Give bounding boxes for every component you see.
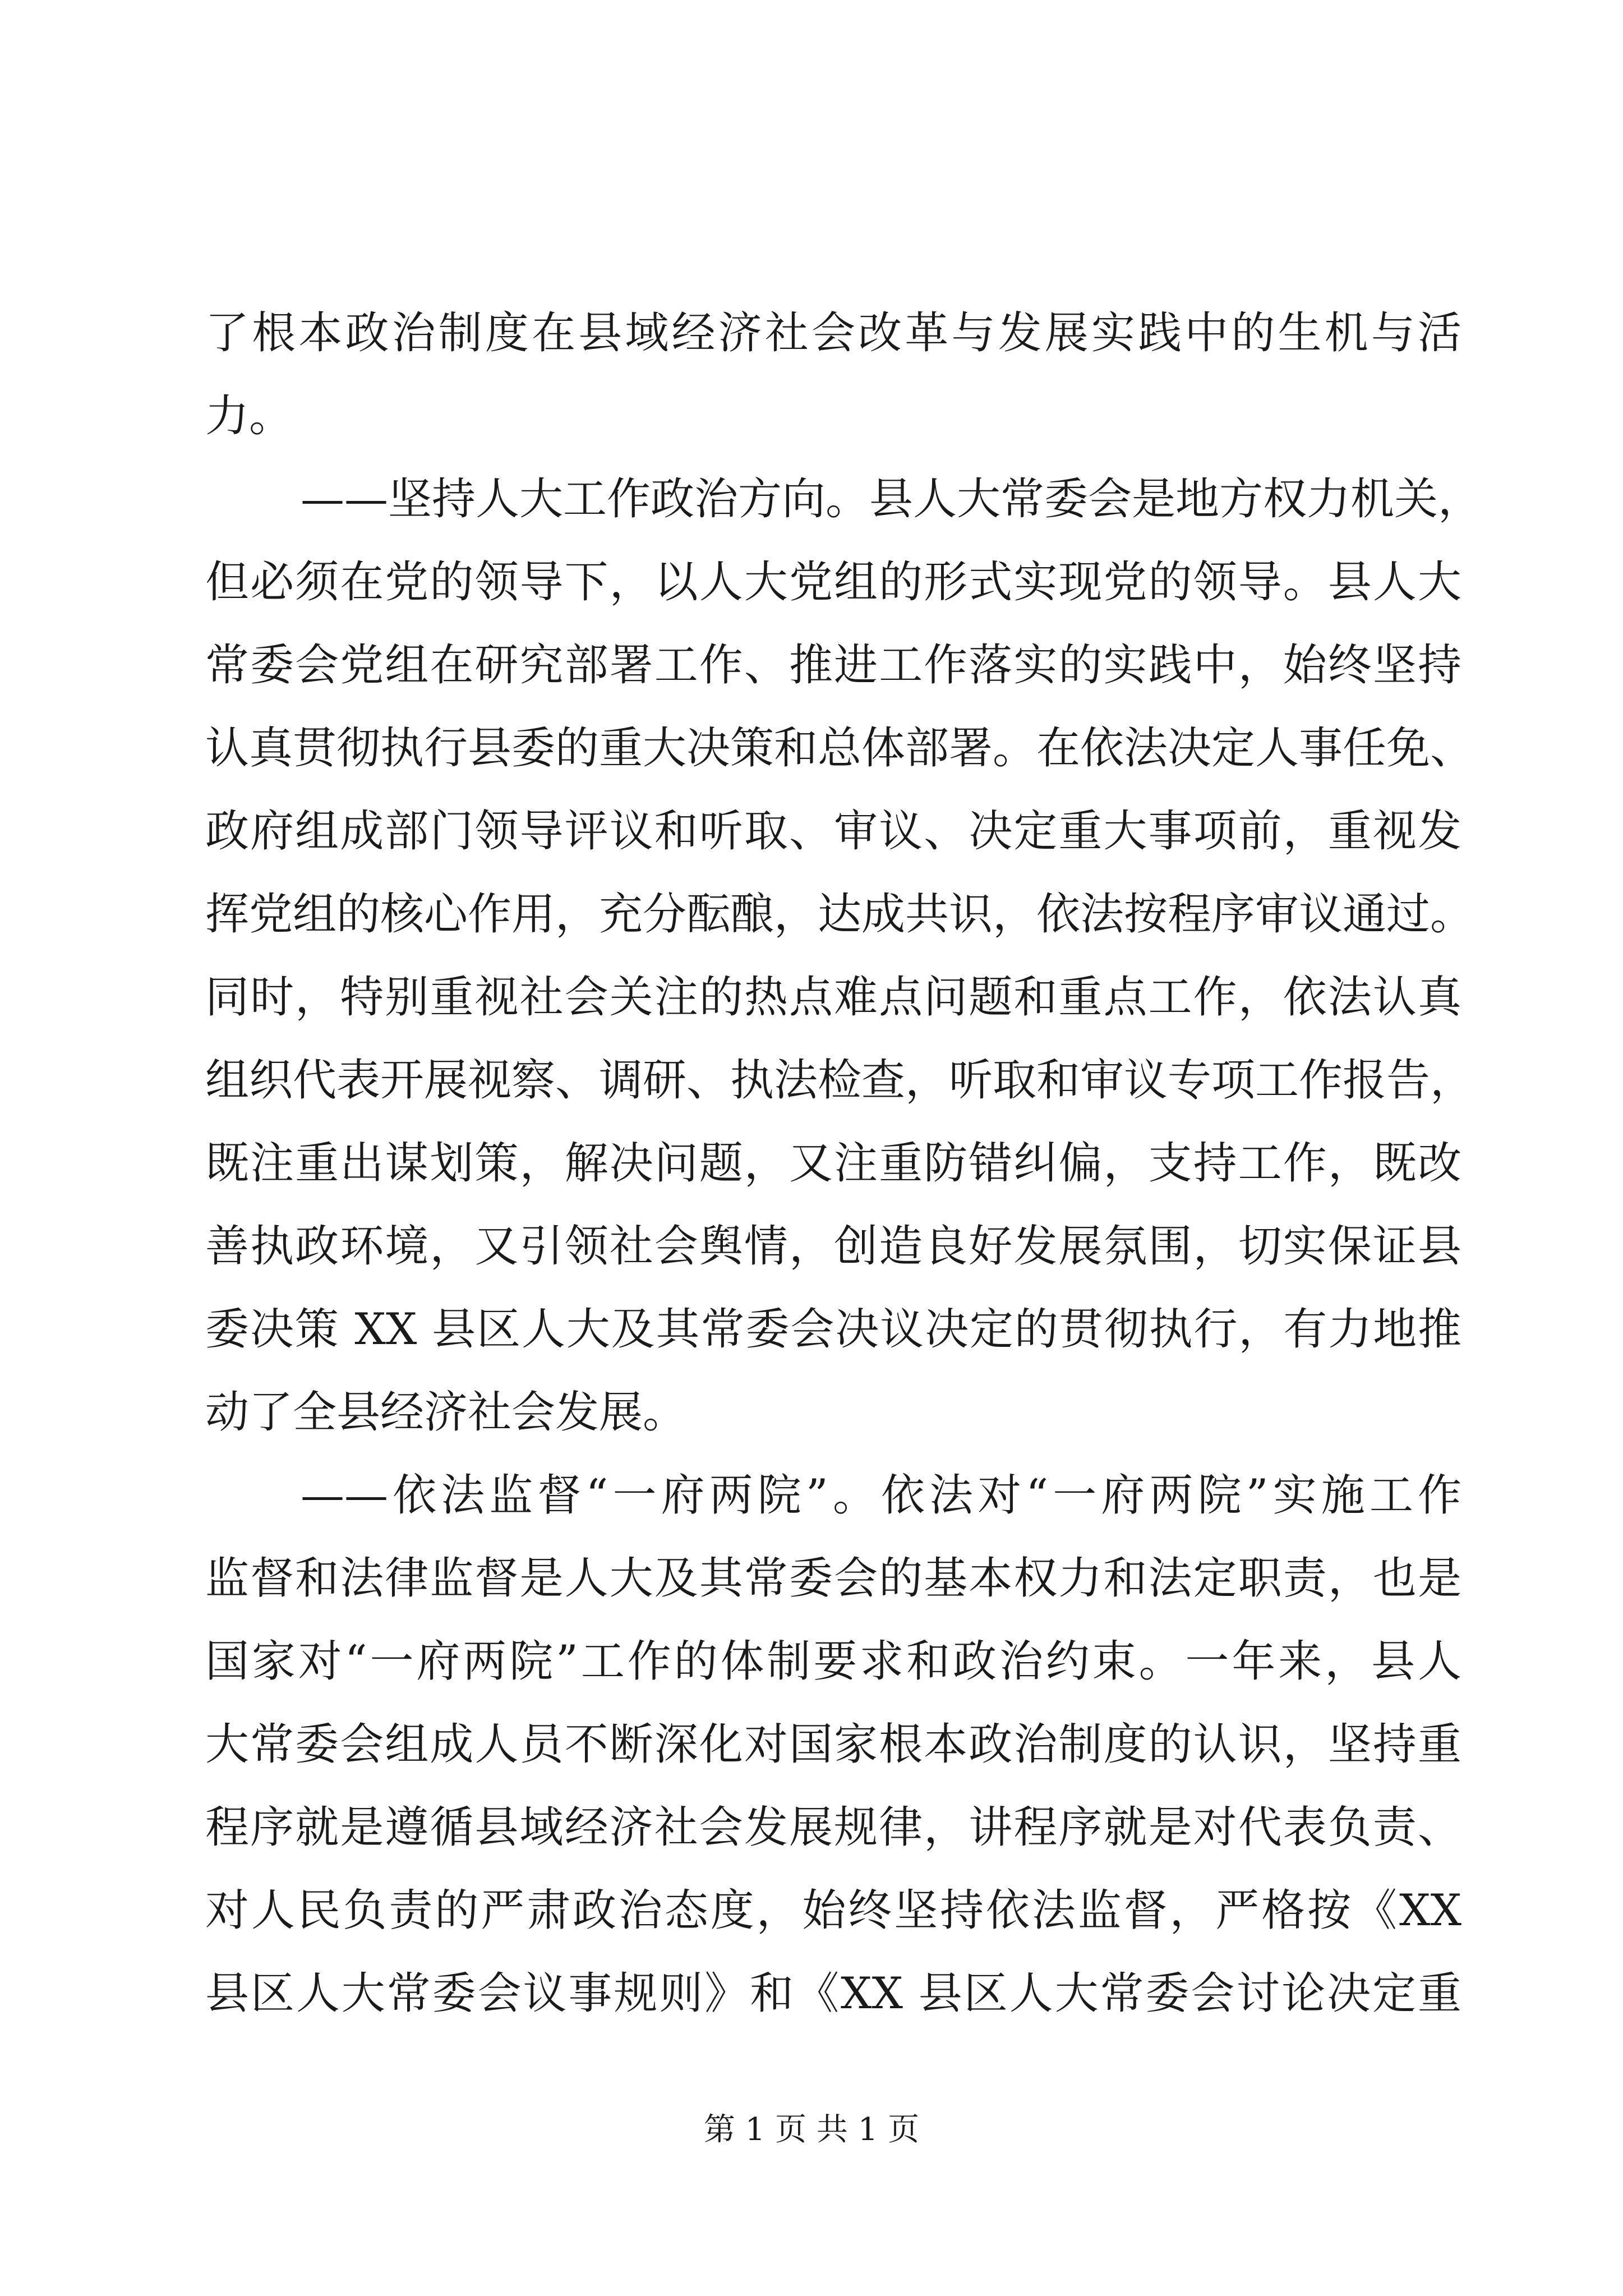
text-line: 力。 [205, 391, 293, 441]
text-line: 大常委会组成人员不断深化对国家根本政治制度的认识，坚持重 [205, 1719, 1461, 1770]
text-line: 挥党组的核心作用，充分酝酿，达成共识，依法按程序审议通过。 [205, 889, 1474, 940]
body-text [205, 292, 1482, 2035]
text-line: ——依法监督“一府两院”。依法对“一府两院”实施工作 [301, 1470, 1461, 1521]
text-line: 了根本政治制度在县域经济社会改革与发展实践中的生机与活 [205, 308, 1461, 358]
text-line: 程序就是遵循县域经济社会发展规律，讲程序就是对代表负责、 [205, 1802, 1461, 1853]
text-line: 善执政环境，又引领社会舆情，创造良好发展氛围，切实保证县 [205, 1221, 1461, 1272]
text-line: ——坚持人大工作政治方向。县人大常委会是地方权力机关， [301, 474, 1482, 524]
text-line: 政府组成部门领导评议和听取、审议、决定重大事项前，重视发 [205, 806, 1461, 857]
text-line: 国家对“一府两院”工作的体制要求和政治约束。一年来，县人 [205, 1636, 1461, 1687]
text-line: 对人民负责的严肃政治态度，始终坚持依法监督，严格按《XX [205, 1885, 1461, 1936]
text-line: 但必须在党的领导下，以人大党组的形式实现党的领导。县人大 [205, 557, 1461, 608]
text-line: 县区人大常委会议事规则》和《XX 县区人大常委会讨论决定重 [205, 1968, 1461, 2019]
text-line: 既注重出谋划策，解决问题，又注重防错纠偏，支持工作，既改 [205, 1138, 1461, 1189]
page-number-footer: 第 1 页 共 1 页 [703, 2111, 920, 2148]
text-line: 动了全县经济社会发展。 [205, 1387, 687, 1438]
text-line: 同时，特别重视社会关注的热点难点问题和重点工作，依法认真 [205, 972, 1461, 1023]
text-line: 监督和法律监督是人大及其常委会的基本权力和法定职责，也是 [205, 1553, 1461, 1604]
text-line: 组织代表开展视察、调研、执法检查，听取和审议专项工作报告， [205, 1055, 1474, 1106]
text-line: 常委会党组在研究部署工作、推进工作落实的实践中，始终坚持 [205, 640, 1461, 691]
text-line: 委决策 XX 县区人大及其常委会决议决定的贯彻执行，有力地推 [205, 1304, 1461, 1355]
text-line: 认真贯彻执行县委的重大决策和总体部署。在依法决定人事任免、 [205, 723, 1474, 774]
